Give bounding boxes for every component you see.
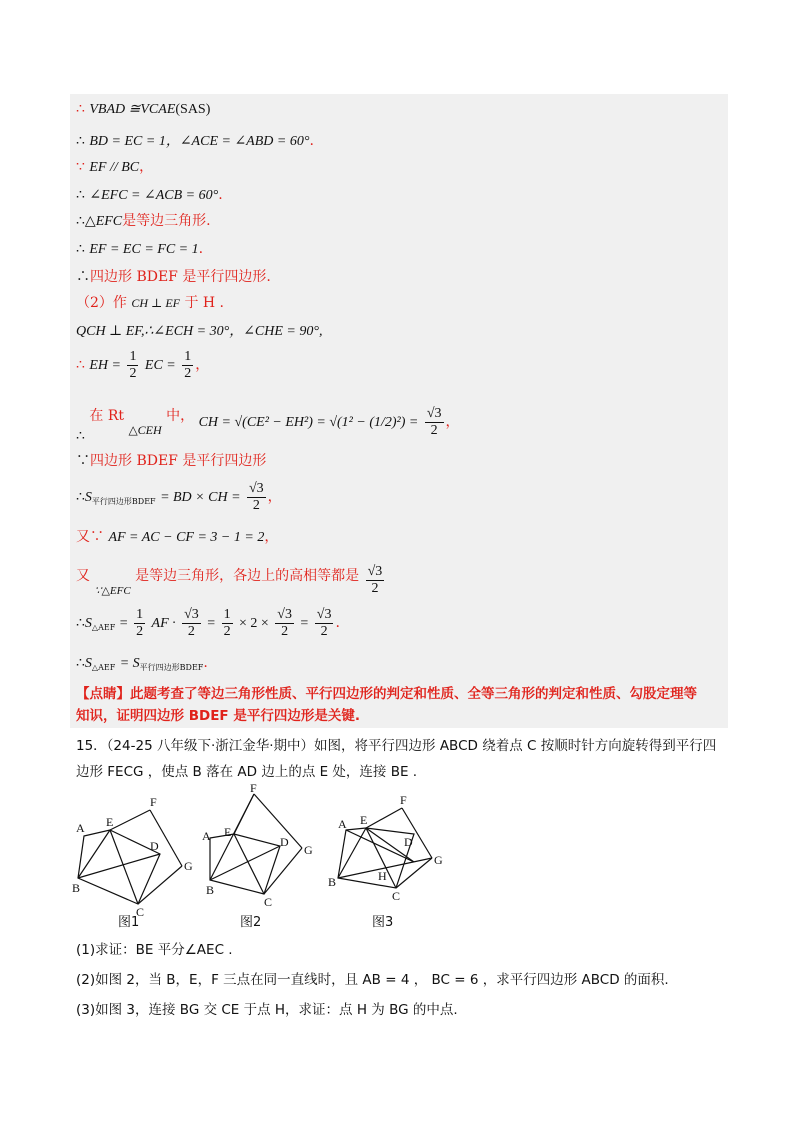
comment-text: 此题考查了等边三角形性质、平行四边形的判定和性质、全等三角形的判定和性质、勾股定理等 xyxy=(130,686,697,702)
solution-line-5: ∴△EFC是等边三角形. xyxy=(76,213,211,229)
solution-line-6: ∴ EF = EC = FC = 1. xyxy=(76,241,204,257)
fig2-label-b: B xyxy=(206,883,215,897)
solution-line-2: ∴ BD = EC = 1，∠ACE = ∠ABD = 60°. xyxy=(76,133,314,149)
figure-1-caption: 图1 xyxy=(118,915,140,930)
fig3-label-c: C xyxy=(392,889,401,903)
solution-line-10: ∴ EH = $\frac{1}{2}$ EC = $\frac{1}{2}$ ， xyxy=(76,348,210,381)
solution-line-15: 又 $_{\because\triangle EFC}$ 是等边三角形，各边上的高相等都是 $\frac{√3}{2}$ xyxy=(76,563,383,597)
fig1-label-d: D xyxy=(150,839,159,853)
solution-line-7: ∴四边形 BDEF 是平行四边形. xyxy=(76,269,271,285)
solution-line-9: QCH ⊥ EF,∴∠ECH = 30°，∠CHE = 90°, xyxy=(76,324,323,339)
solution-line-16: $\therefore S_{\triangle AEF}$ = $\frac{1}{2}$ AF · $\frac{√3}{2}$ = $\frac{1}{2}$ × 2 × $\frac{√3}{2}$ = $\frac{√3}{2}$ . xyxy=(76,606,340,639)
question-line-1: 15．（24-25 八年级下·浙江金华·期中）如图，将平行四边形 ABCD 绕着点 C 按顺时针方向旋转得到平行四 xyxy=(76,738,717,754)
fig1-label-f: F xyxy=(150,795,157,809)
figure-3 xyxy=(324,790,454,912)
fig3-label-b: B xyxy=(328,875,337,889)
solution-line-8: （2）作 CH ⊥ EF 于 H . xyxy=(76,295,225,311)
figure-3-caption: 图3 xyxy=(372,915,394,930)
fig2-label-c: C xyxy=(264,895,273,909)
question-sub-3: (3)如图 3，连接 BG 交 CE 于点 H，求证：点 H 为 BG 的中点. xyxy=(76,1002,458,1018)
comment-tag: 【点睛】 xyxy=(76,686,130,702)
solution-line-12: ∵四边形 BDEF 是平行四边形 xyxy=(76,453,267,469)
solution-line-13: $\therefore S_{平行四边形BDEF}$ = BD × CH = $\frac{√3}{2}$ ， xyxy=(76,480,282,513)
fig3-label-h: H xyxy=(378,869,387,883)
fig1-label-c: C xyxy=(136,905,145,919)
fig3-label-f: F xyxy=(400,793,407,807)
figure-2 xyxy=(198,781,328,910)
question-sub-1: (1)求证：BE 平分∠AEC . xyxy=(76,942,233,958)
solution-line-3: ∵ EF // BC， xyxy=(76,159,154,175)
fig2-label-e: E xyxy=(224,825,232,839)
fig3-label-g: G xyxy=(434,853,443,867)
solution-line-11: ∴ 在 Rt △CEH 中， CH = √(CE² − EH²) = √(1² − (1/2)²) = $\frac{√3}{2}$ ， xyxy=(76,405,460,444)
comment-block xyxy=(76,683,726,727)
question-sub-2: (2)如图 2，当 B，E，F 三点在同一直线时，且 AB = 4 ， BC = 6 ，求平行四边形 ABCD 的面积. xyxy=(76,972,669,988)
fig1-label-g: G xyxy=(184,859,193,873)
comment-text-2: 知识，证明四边形 BDEF 是平行四边形是关键. xyxy=(76,708,360,724)
fig2-label-g: G xyxy=(304,843,313,857)
fig1-label-a: A xyxy=(76,821,85,835)
figure-2-caption: 图2 xyxy=(240,915,262,930)
fig2-label-f: F xyxy=(250,781,257,795)
fig3-label-e: E xyxy=(360,813,368,827)
solution-line-4: ∴ ∠EFC = ∠ACB = 60°. xyxy=(76,187,223,203)
solution-line-1: ∴ VBAD ≅VCAE(SAS) xyxy=(76,101,211,117)
fig3-label-d: D xyxy=(404,835,413,849)
fig2-label-a: A xyxy=(202,829,211,843)
solution-line-14: 又∵ AF = AC − CF = 3 − 1 = 2， xyxy=(76,529,279,545)
solution-line-17: $\therefore S_{\triangle AEF} = S_{平行四边形BDEF}$. xyxy=(76,655,208,672)
fig2-label-d: D xyxy=(280,835,289,849)
fig3-label-a: A xyxy=(338,817,347,831)
fig1-label-b: B xyxy=(72,881,81,895)
fig1-label-e: E xyxy=(106,815,114,829)
question-line-2: 边形 FECG ，使点 B 落在 AD 边上的点 E 处，连接 BE . xyxy=(76,764,418,780)
figure-1 xyxy=(70,790,210,919)
